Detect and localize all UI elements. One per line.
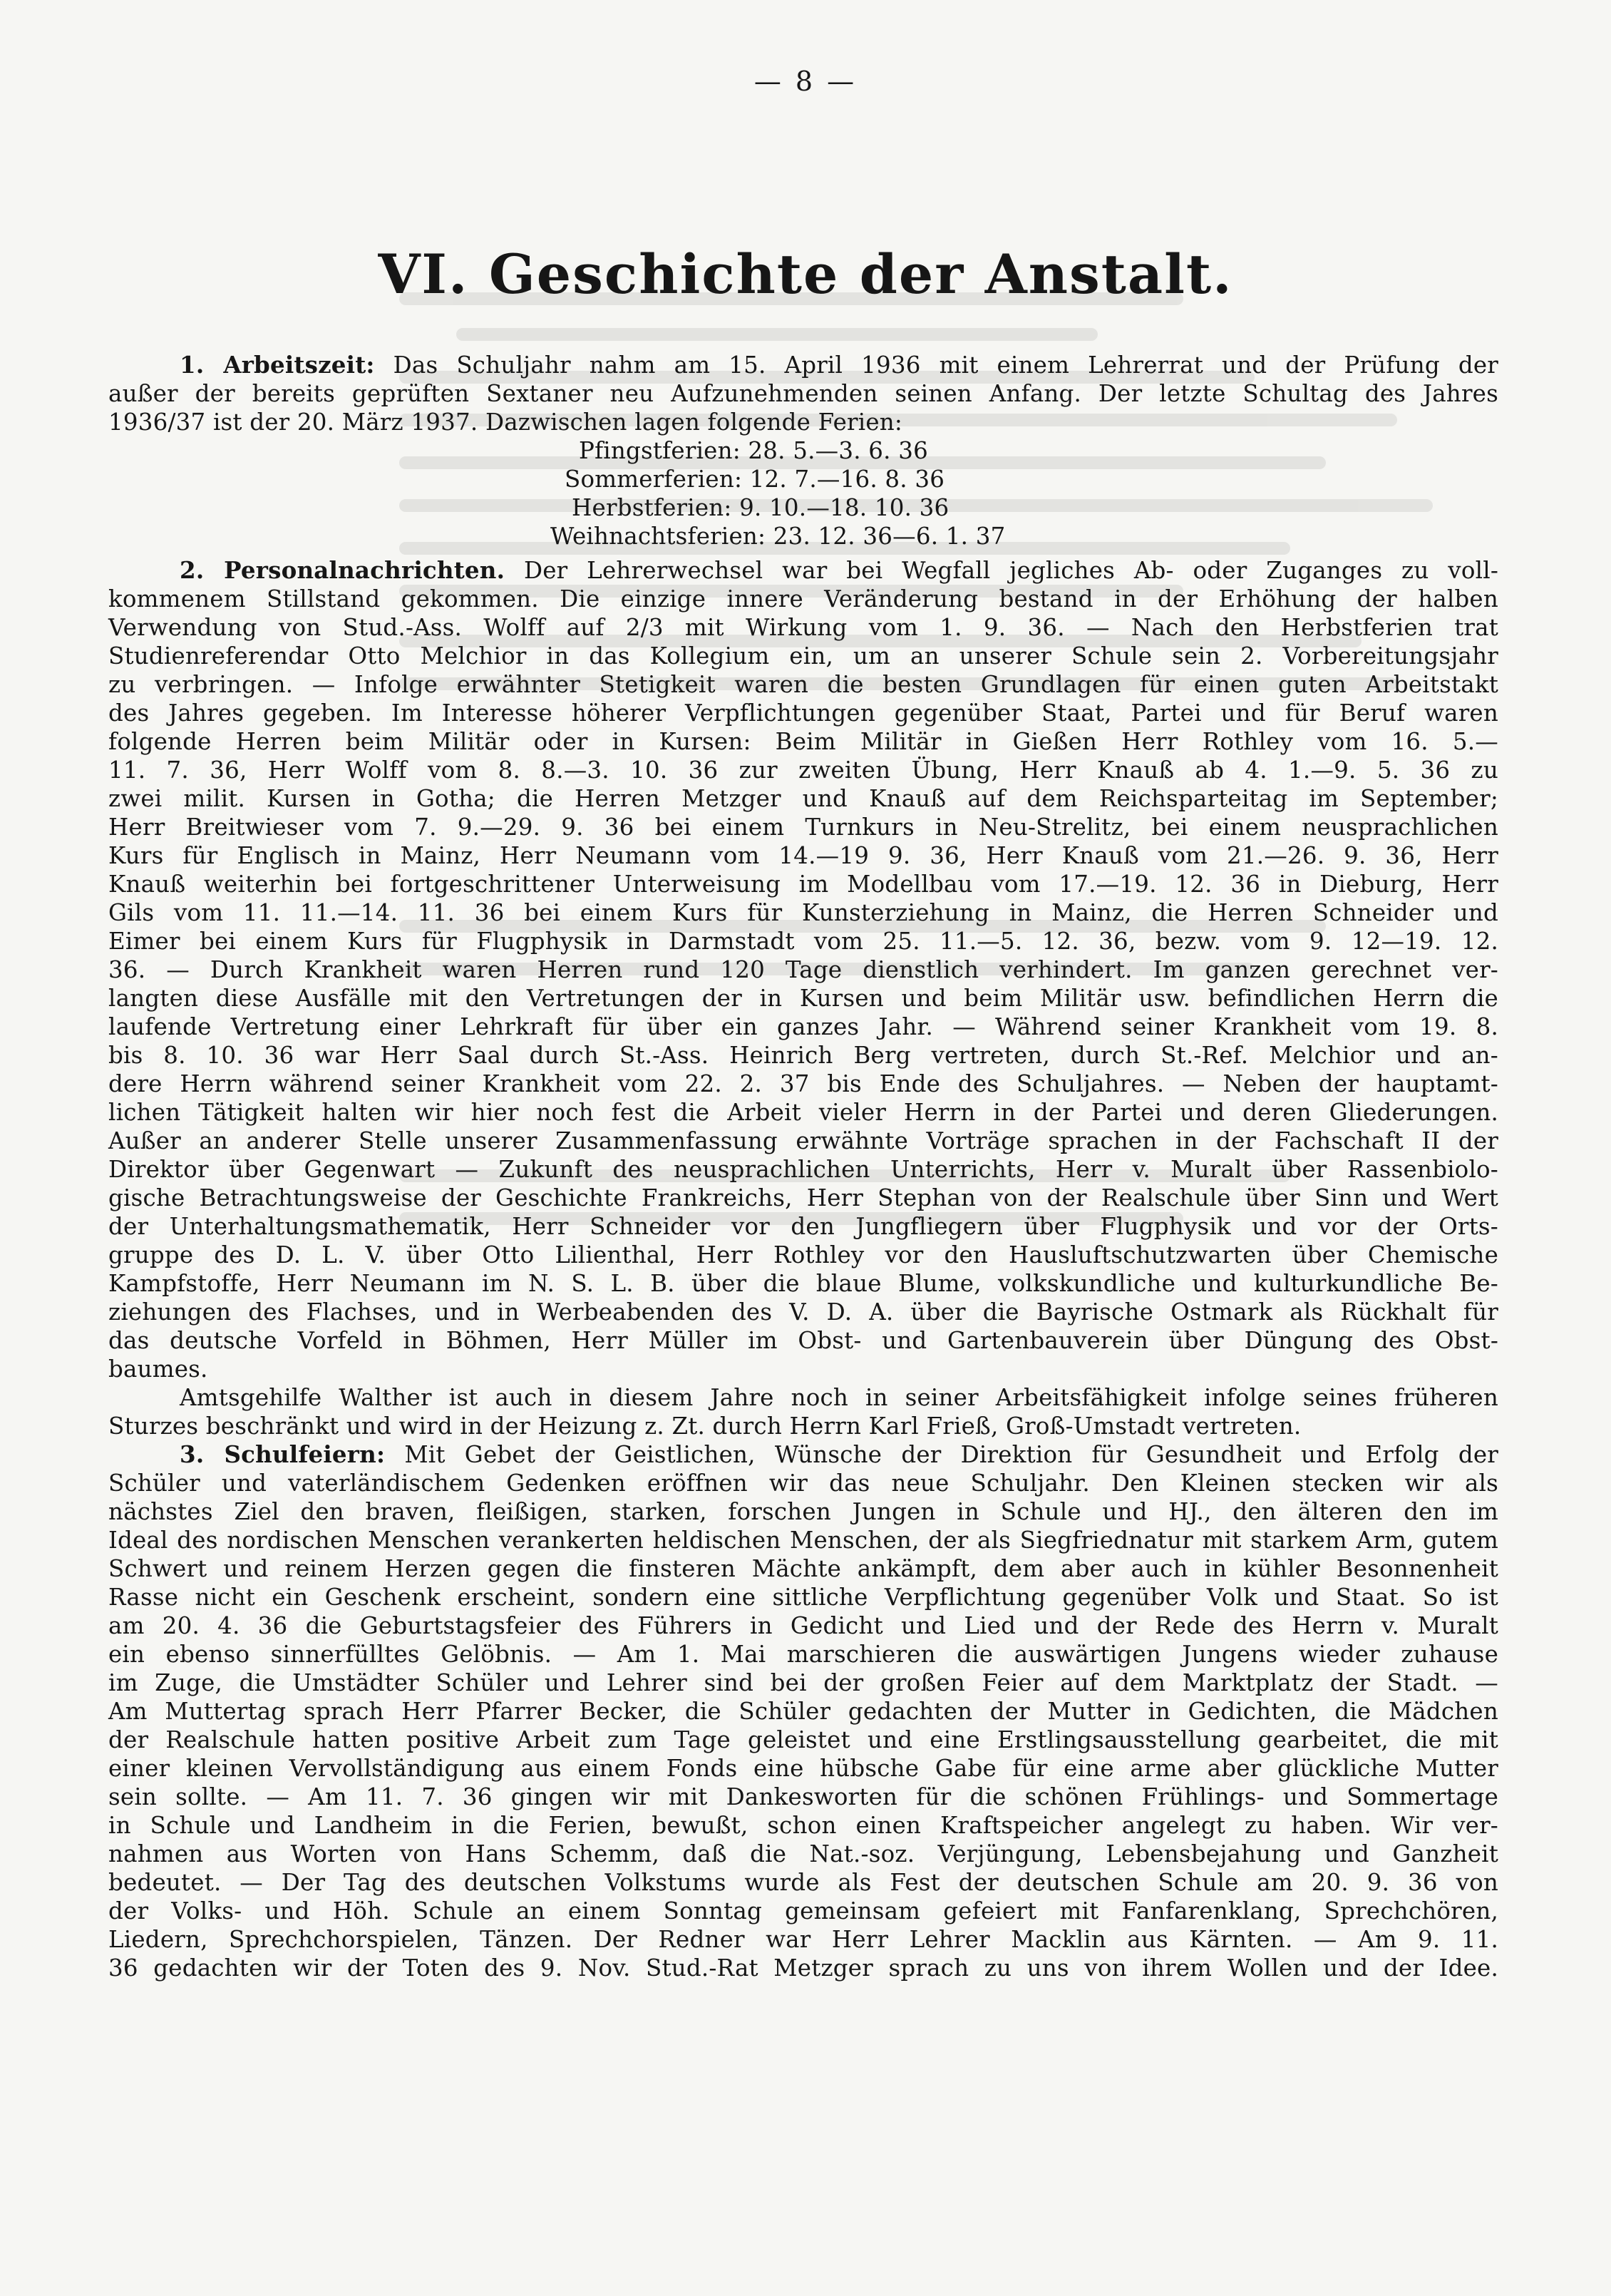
holiday-entry: Pfingstferien: 28. 5.—3. 6. 36 — [579, 437, 928, 464]
text-line: bis 8. 10. 36 war Herr Saal durch St.-Ass. Heinrich Berg vertreten, durch St.-Ref. Melchior und an- — [108, 1042, 1498, 1069]
text-line: Am Muttertag sprach Herr Pfarrer Becker, die Schüler gedachten der Mutter in Gedichten, die Mädchen — [108, 1698, 1498, 1725]
text-line: Direktor über Gegenwart — Zukunft des neusprachlichen Unterrichts, Herr v. Muralt über Rassenbiolo- — [108, 1156, 1498, 1183]
text-line: zu verbringen. — Infolge erwähnter Stetigkeit waren die besten Grundlagen für einen guten Arbeitstakt — [108, 671, 1498, 698]
text-line: Eimer bei einem Kurs für Flugphysik in Darmstadt vom 25. 11.—5. 12. 36, bezw. vom 9. 12—19. 12. — [108, 928, 1498, 955]
text-line: Liedern, Sprechchorspielen, Tänzen. Der Redner war Herr Lehrer Macklin aus Kärnten. — Am 9. 11. — [108, 1926, 1498, 1953]
text-line: folgende Herren beim Militär oder in Kursen: Beim Militär in Gießen Herr Rothley vom 16. 5.— — [108, 728, 1498, 755]
text-line: kommenem Stillstand gekommen. Die einzige innere Veränderung bestand in der Erhöhung der halben — [108, 585, 1498, 613]
text-line: einer kleinen Vervollständigung aus einem Fonds eine hübsche Gabe für eine arme aber glückliche Mutter — [108, 1755, 1498, 1782]
text-line: der Realschule hatten positive Arbeit zum Tage geleistet und eine Erstlingsausstellung gearbeitet, die mit — [108, 1726, 1498, 1753]
text-line: außer der bereits geprüften Sextaner neu Aufzunehmenden seinen Anfang. Der letzte Schultag des Jahres — [108, 380, 1498, 407]
text-line: der Volks- und Höh. Schule an einem Sonntag gemeinsam gefeiert mit Fanfarenklang, Sprechchören, — [108, 1897, 1498, 1925]
text-line: gische Betrachtungsweise der Geschichte Frankreichs, Herr Stephan von der Realschule über Sinn und Wert — [108, 1184, 1498, 1211]
text-line: das deutsche Vorfeld in Böhmen, Herr Müller im Obst- und Gartenbauverein über Düngung des Obst- — [108, 1327, 1498, 1354]
text-line: 1. Arbeitszeit: Das Schuljahr nahm am 15. April 1936 mit einem Lehrerrat und der Prüfung der — [180, 351, 1499, 379]
holiday-entry: Weihnachtsferien: 23. 12. 36—6. 1. 37 — [550, 523, 1006, 550]
text-line: der Unterhaltungsmathematik, Herr Schneider vor den Jungfliegern über Flugphysik und vor der Orts- — [108, 1213, 1498, 1240]
page-number: — 8 — — [753, 66, 858, 97]
text-line: ziehungen des Flachses, und in Werbeabenden des V. D. A. über die Bayrische Ostmark als Rückhalt für — [108, 1298, 1498, 1326]
text-line: des Jahres gegeben. Im Interesse höherer Verpflichtungen gegenüber Staat, Partei und für Beruf waren — [108, 699, 1498, 727]
text-line: ein ebenso sinnerfülltes Gelöbnis. — Am 1. Mai marschieren die auswärtigen Jungens wieder zuhause — [108, 1641, 1498, 1668]
text-line: zwei milit. Kursen in Gotha; die Herren Metzger und Knauß auf dem Reichsparteitag im September; — [108, 785, 1498, 812]
text-line: Sturzes beschränkt und wird in der Heizung z. Zt. durch Herrn Karl Frieß, Groß-Umstadt vertreten. — [108, 1413, 1302, 1440]
text-line: Kampfstoffe, Herr Neumann im N. S. L. B. über die blaue Blume, volkskundliche und kulturkundliche Be- — [108, 1270, 1498, 1297]
text-line: 36 gedachten wir der Toten des 9. Nov. Stud.-Rat Metzger sprach zu uns von ihrem Wollen und der Idee. — [108, 1954, 1498, 1982]
section-heading: 1. Arbeitszeit: — [180, 351, 375, 379]
text-line: Herr Breitwieser vom 7. 9.—29. 9. 36 bei einem Turnkurs in Neu-Strelitz, bei einem neusprachlichen — [108, 814, 1498, 841]
holiday-entry: Herbstferien: 9. 10.—18. 10. 36 — [572, 494, 949, 521]
text-line: Knauß weiterhin bei fortgeschrittener Unterweisung im Modellbau vom 17.—19. 12. 36 in Dieburg, Herr — [108, 871, 1498, 898]
text-line: Studienreferendar Otto Melchior in das Kollegium ein, um an unserer Schule sein 2. Vorbereitungsjahr — [108, 642, 1498, 670]
text-line: Verwendung von Stud.-Ass. Wolff auf 2/3 mit Wirkung vom 1. 9. 36. — Nach den Herbstferien trat — [108, 614, 1498, 641]
text-line: nächstes Ziel den braven, fleißigen, starken, forschen Jungen in Schule und HJ., den älteren den im — [108, 1498, 1498, 1525]
text-line: 2. Personalnachrichten. Der Lehrerwechsel war bei Wegfall jegliches Ab- oder Zuganges zu voll- — [180, 556, 1499, 584]
text-line: bedeutet. — Der Tag des deutschen Volkstums wurde als Fest der deutschen Schule am 20. 9. 36 von — [108, 1869, 1498, 1896]
section-heading: 2. Personalnachrichten. — [180, 556, 505, 584]
section-heading: 3. Schulfeiern: — [180, 1440, 386, 1468]
text-line: im Zuge, die Umstädter Schüler und Lehrer sind bei der großen Feier auf dem Marktplatz der Stadt. — — [108, 1669, 1498, 1696]
text-line: Amtsgehilfe Walther ist auch in diesem Jahre noch in seiner Arbeitsfähigkeit infolge seines früheren — [180, 1384, 1498, 1411]
text-line: laufende Vertretung einer Lehrkraft für über ein ganzes Jahr. — Während seiner Krankheit vom 19. 8. — [108, 1013, 1498, 1040]
text-line: Schwert und reinem Herzen gegen die finsteren Mächte ankämpft, dem aber auch in kühler Besonnenheit — [108, 1555, 1498, 1582]
text-line: sein sollte. — Am 11. 7. 36 gingen wir mit Dankesworten für die schönen Frühlings- und Sommertage — [108, 1783, 1498, 1810]
text-line: Gils vom 11. 11.—14. 11. 36 bei einem Kurs für Kunsterziehung in Mainz, die Herren Schneider und — [108, 899, 1498, 926]
text-line: Rasse nicht ein Geschenk erscheint, sondern eine sittliche Verpflichtung gegenüber Volk und Staat. So ist — [108, 1584, 1498, 1611]
text-line: 11. 7. 36, Herr Wolff vom 8. 8.—3. 10. 36 zur zweiten Übung, Herr Knauß ab 4. 1.—9. 5. 36 zu — [108, 757, 1498, 784]
text-line: lichen Tätigkeit halten wir hier noch fest die Arbeit vieler Herrn in der Partei und deren Gliederungen. — [108, 1099, 1498, 1126]
text-line: in Schule und Landheim in die Ferien, bewußt, schon einen Kraftspeicher angelegt zu haben. Wir ver- — [108, 1812, 1498, 1839]
text-line: Kurs für Englisch in Mainz, Herr Neumann vom 14.—19 9. 36, Herr Knauß vom 21.—26. 9. 36, Herr — [108, 842, 1498, 869]
text-line: Schüler und vaterländischem Gedenken eröffnen wir das neue Schuljahr. Den Kleinen stecken wir als — [108, 1470, 1498, 1497]
holiday-entry: Sommerferien: 12. 7.—16. 8. 36 — [565, 466, 945, 493]
text-line: dere Herrn während seiner Krankheit vom 22. 2. 37 bis Ende des Schuljahres. — Neben der hauptamt- — [108, 1070, 1498, 1097]
page-title: VI. Geschichte der Anstalt. — [378, 242, 1233, 306]
text-line: Außer an anderer Stelle unserer Zusammenfassung erwähnte Vorträge sprachen in der Fachschaft II der — [108, 1127, 1498, 1154]
text-line: 3. Schulfeiern: Mit Gebet der Geistlichen, Wünsche der Direktion für Gesundheit und Erfolg der — [180, 1440, 1499, 1468]
text-line: gruppe des D. L. V. über Otto Lilienthal, Herr Rothley vor den Hausluftschutzwarten über Chemische — [108, 1241, 1498, 1269]
text-line: Ideal des nordischen Menschen verankerten heldischen Menschen, der als Siegfriednatur mit starkem Arm, gutem — [108, 1527, 1498, 1554]
text-line: am 20. 4. 36 die Geburtstagsfeier des Führers in Gedicht und Lied und der Rede des Herrn v. Muralt — [108, 1612, 1498, 1639]
body-text — [108, 351, 1498, 1982]
text-line: nahmen aus Worten von Hans Schemm, daß die Nat.-soz. Verjüngung, Lebensbejahung und Ganzheit — [108, 1840, 1498, 1867]
text-line: 1936/37 ist der 20. März 1937. Dazwischen lagen folgende Ferien: — [108, 409, 903, 436]
text-line: langten diese Ausfälle mit den Vertretungen der in Kursen und beim Militär usw. befindlichen Herrn die — [108, 985, 1498, 1012]
text-line: 36. — Durch Krankheit waren Herren rund 120 Tage dienstlich verhindert. Im ganzen gerechnet ver- — [108, 956, 1498, 983]
text-line: baumes. — [108, 1355, 208, 1383]
